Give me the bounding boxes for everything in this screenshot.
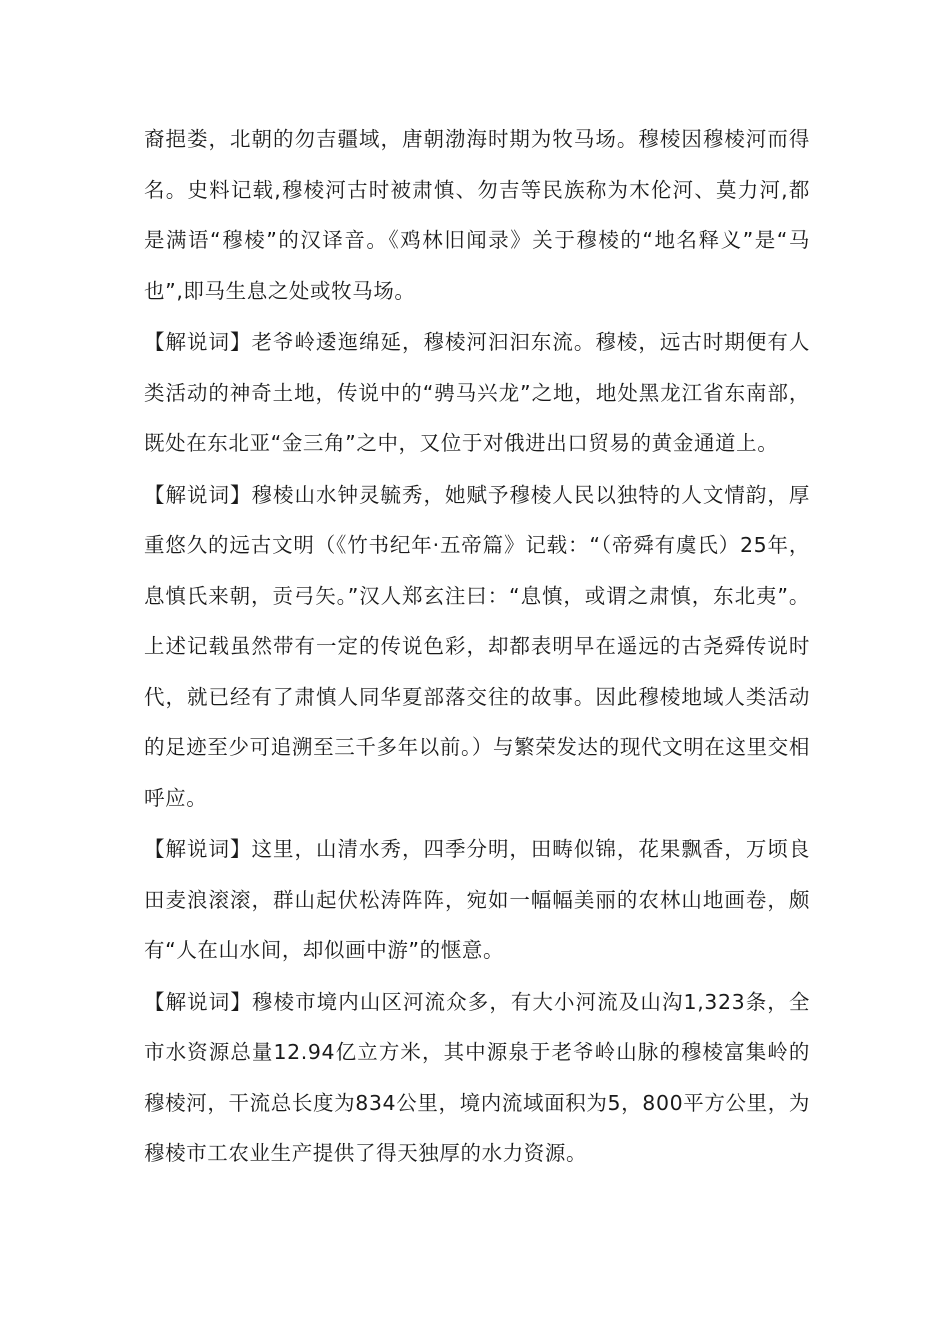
paragraph-commentary-civilization: 【解说词】穆棱山水钟灵毓秀，她赋予穆棱人民以独特的人文情韵，厚重悠久的远古文明（《竹书纪年·五帝篇》记载：“（帝舜有虞氏）25年，息慎氏来朝，贡弓矢。”汉人郑玄注曰：“息慎，或谓之肃慎，东北夷”。上述记载虽然带有一定的传说色彩，却都表明早在遥远的古尧舜传说时代，就已经有了肃慎人同华夏部落交往的故事。因此穆棱地域人类活动的足迹至少可追溯至三千多年以前。）与繁荣发达的现代文明在这里交相呼应。	[144, 482, 810, 810]
paragraph-mulingh-name-origin: 裔挹娄，北朝的勿吉疆域，唐朝渤海时期为牧马场。穆棱因穆棱河而得名。史料记载,穆棱河古时被肃慎、勿吉等民族称为木伦河、莫力河,都是满语“穆棱”的汉译音。《鸡林旧闻录》关于穆棱的“地名释义”是“马也”,即马生息之处或牧马场。	[144, 127, 810, 303]
paragraph-commentary-water-resources: 【解说词】穆棱市境内山区河流众多，有大小河流及山沟1,323条，全市水资源总量12.94亿立方米，其中源泉于老爷岭山脉的穆棱富集岭的穆棱河，干流总长度为834公里，境内流域面积为5，800平方公里，为穆棱市工农业生产提供了得天独厚的水力资源。	[144, 989, 810, 1165]
paragraph-commentary-scenery: 【解说词】这里，山清水秀，四季分明，田畴似锦，花果飘香，万顷良田麦浪滚滚，群山起伏松涛阵阵，宛如一幅幅美丽的农林山地画卷，颇有“人在山水间，却似画中游”的惬意。	[144, 837, 810, 962]
document-body	[144, 114, 810, 1180]
paragraph-commentary-geography: 【解说词】老爷岭逶迤绵延，穆棱河汩汩东流。穆棱，远古时期便有人类活动的神奇土地，传说中的“骋马兴龙”之地，地处黑龙江省东南部，既处在东北亚“金三角”之中，又位于对俄进出口贸易的黄金通道上。	[144, 330, 810, 455]
